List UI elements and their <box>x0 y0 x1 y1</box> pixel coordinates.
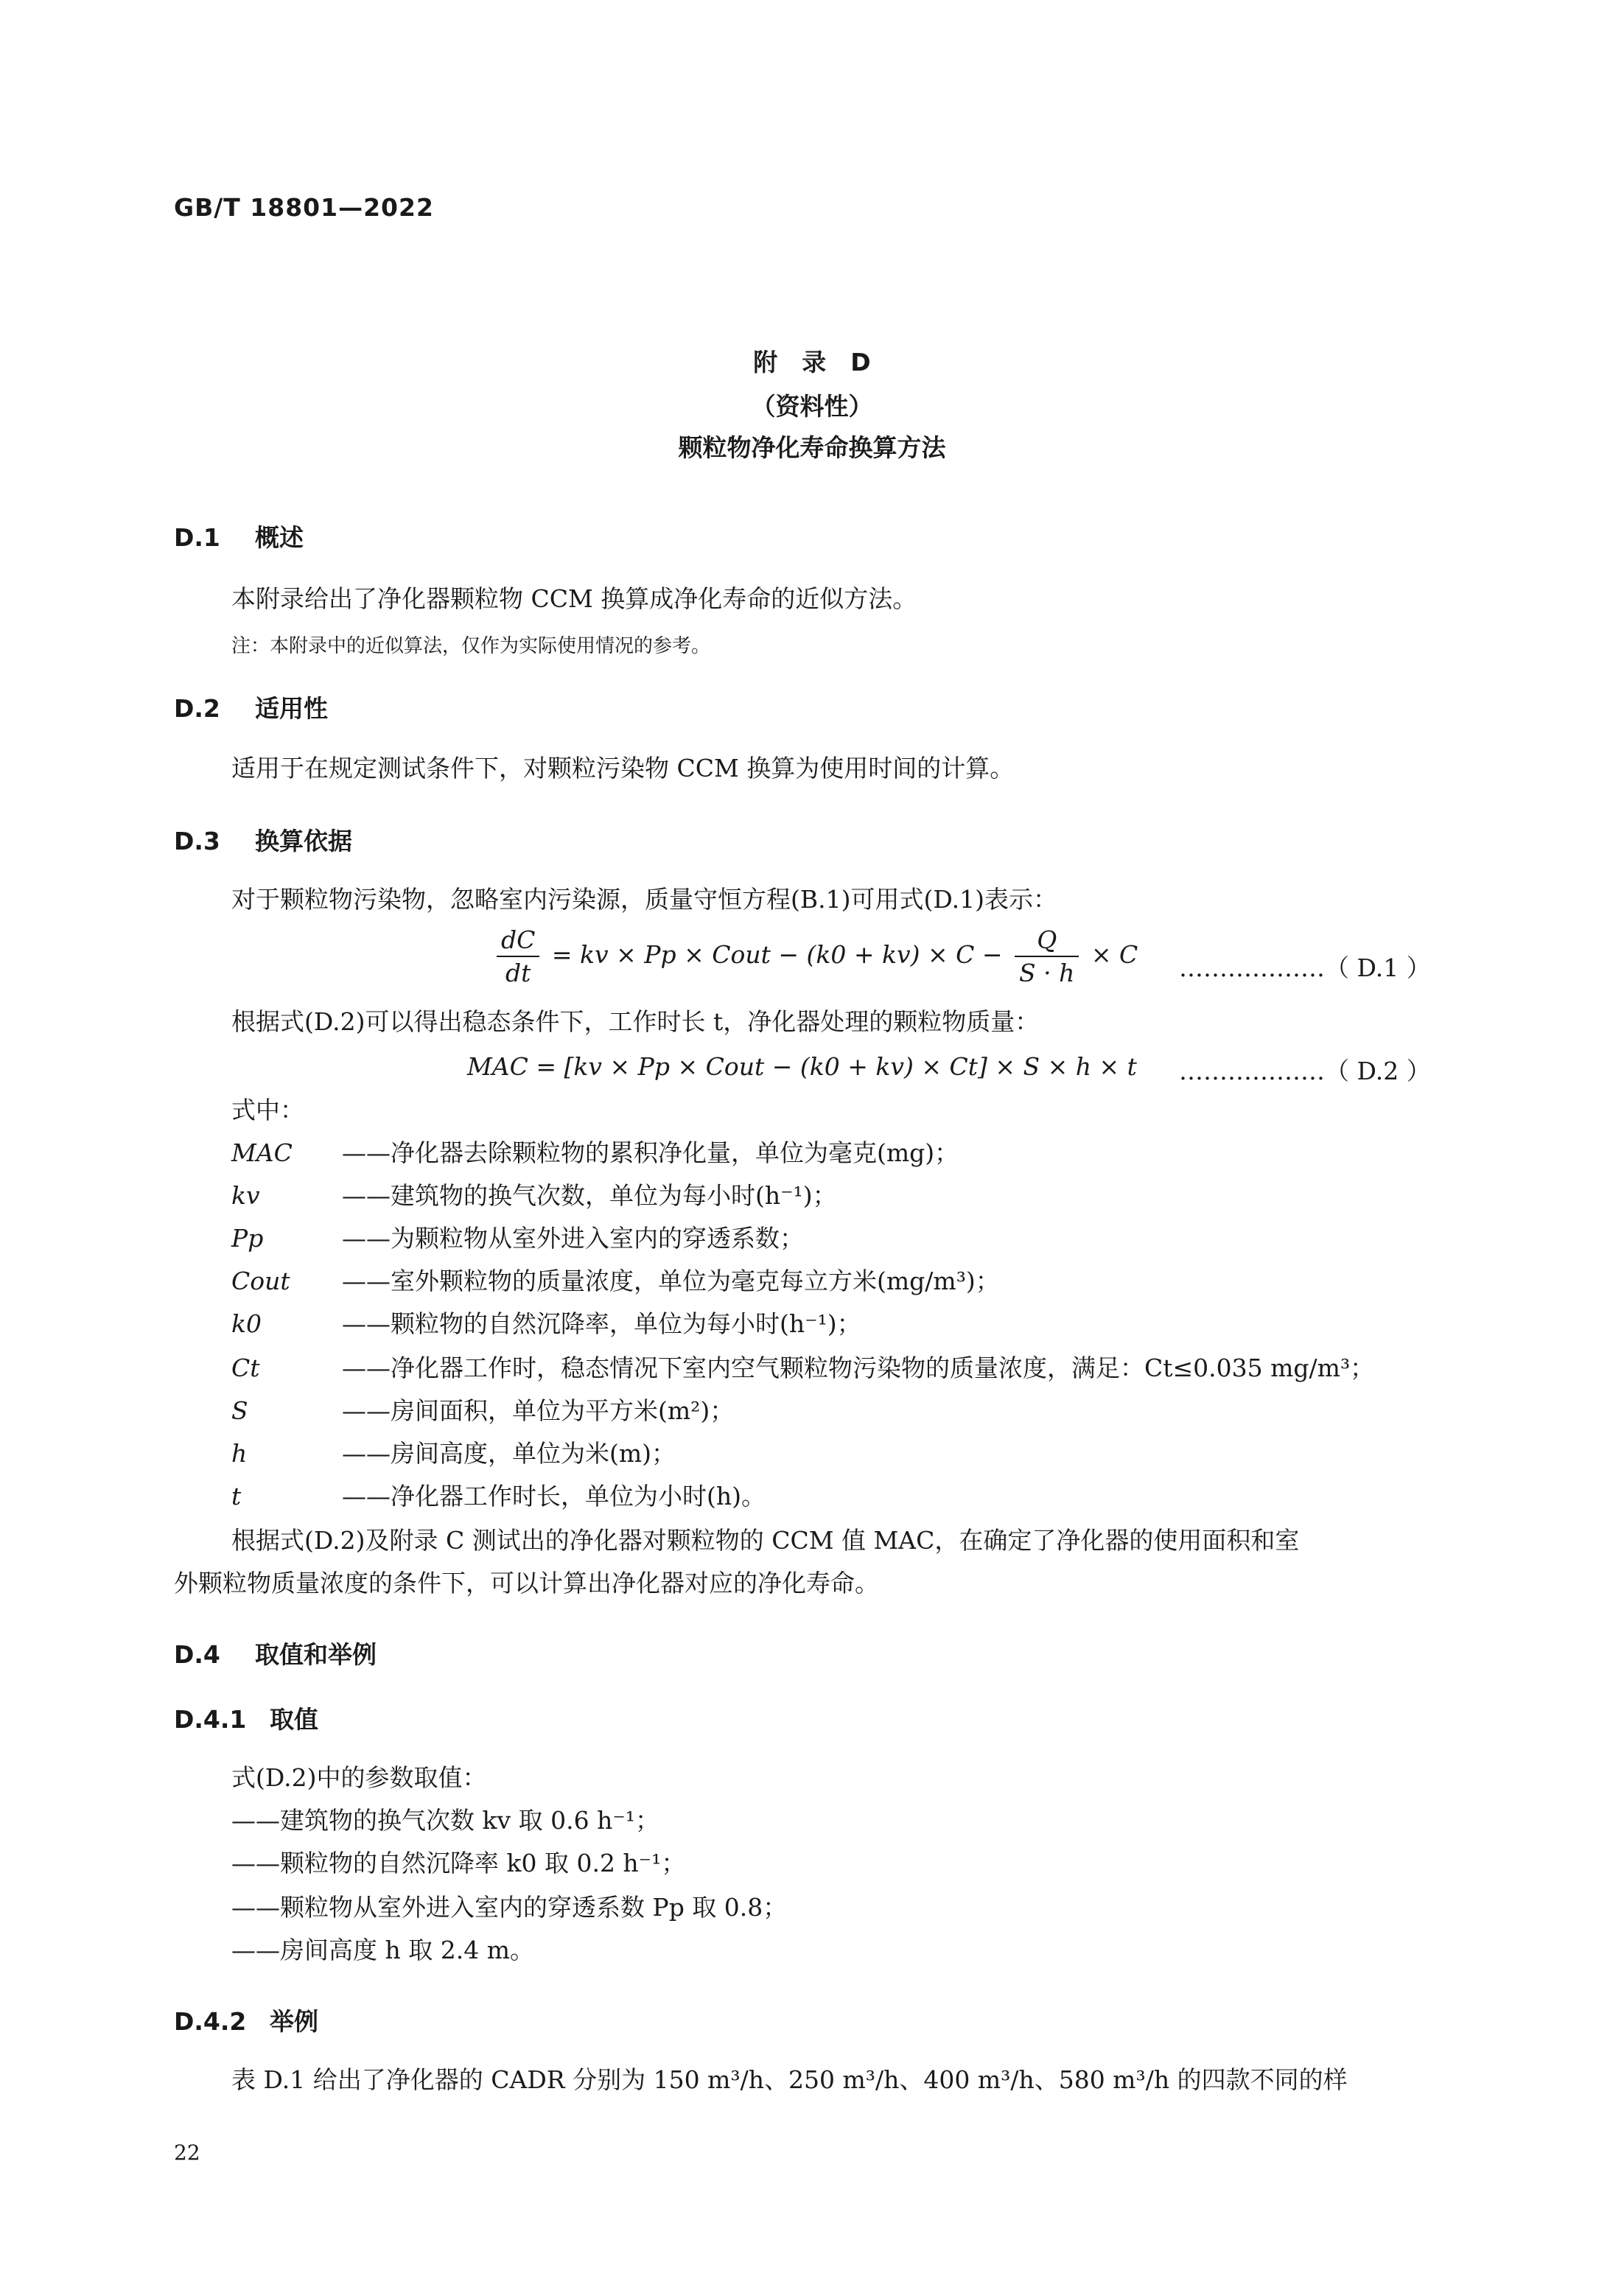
section-heading-d41 <box>174 1701 318 1735</box>
paragraph: 本附录给出了净化器颗粒物 CCM 换算成净化寿命的近似方法。 <box>231 584 917 613</box>
variable-description: ——室外颗粒物的质量浓度，单位为毫克每立方米(mg/m³)； <box>342 1267 1000 1295</box>
variable-description: ——房间高度，单位为米(m)； <box>342 1439 676 1468</box>
variable-description: ——颗粒物的自然沉降率，单位为每小时(h⁻¹)； <box>342 1309 861 1338</box>
paragraph: 适用于在规定测试条件下，对颗粒污染物 CCM 换算为使用时间的计算。 <box>231 754 1015 783</box>
section-number: D.2 <box>174 694 220 723</box>
section-number: D.4.2 <box>174 2007 247 2036</box>
section-title: 换算依据 <box>255 827 352 855</box>
fraction-rhs <box>1015 925 1079 987</box>
list-item: ——建筑物的换气次数 kv 取 0.6 h⁻¹； <box>231 1806 659 1835</box>
variable-row <box>231 1441 676 1466</box>
numerator: dC <box>497 925 539 957</box>
paragraph: 式(D.2)中的参数取值： <box>231 1763 487 1792</box>
appendix-name: 颗粒物净化寿命换算方法 <box>678 433 946 462</box>
variable-symbol: kv <box>231 1181 260 1210</box>
variable-symbol: h <box>231 1439 248 1468</box>
variable-symbol: Cout <box>231 1267 290 1295</box>
variable-description: ——净化器工作时长，单位为小时(h)。 <box>342 1482 766 1510</box>
variable-symbol: k0 <box>231 1309 262 1338</box>
variable-row <box>231 1269 1000 1293</box>
list-item: ——颗粒物的自然沉降率 k0 取 0.2 h⁻¹； <box>231 1849 686 1877</box>
note: 注：本附录中的近似算法，仅作为实际使用情况的参考。 <box>231 635 711 657</box>
equation-d1 <box>492 925 1138 987</box>
section-title: 取值 <box>270 1705 318 1734</box>
appendix-nature: （资料性） <box>751 392 873 421</box>
equation-middle: = kv × Pp × Cout − (k0 + kv) × C − <box>551 940 1003 969</box>
section-number: D.1 <box>174 523 220 552</box>
variable-row <box>231 1484 766 1508</box>
paragraph-continued: 外颗粒物质量浓度的条件下，可以计算出净化器对应的净化寿命。 <box>174 1569 879 1597</box>
variable-description: ——房间面积，单位为平方米(m²)； <box>342 1396 735 1425</box>
list-item: ——房间高度 h 取 2.4 m。 <box>231 1936 534 1964</box>
section-number: D.4 <box>174 1640 220 1669</box>
equation-reference: ………………（ D.2 ） <box>1179 1057 1431 1085</box>
appendix-title: 附 录 D <box>753 348 871 377</box>
page-number: 22 <box>174 2140 200 2165</box>
where-label: 式中： <box>231 1096 304 1124</box>
paragraph: 根据式(D.2)可以得出稳态条件下，工作时长 t，净化器处理的颗粒物质量： <box>231 1007 1040 1036</box>
variable-description: ——建筑物的换气次数，单位为每小时(h⁻¹)； <box>342 1181 837 1210</box>
variable-symbol: Pp <box>231 1224 264 1253</box>
section-number: D.4.1 <box>174 1705 247 1734</box>
variable-symbol: Ct <box>231 1354 260 1382</box>
section-title: 取值和举例 <box>255 1640 377 1669</box>
variable-row <box>231 1398 734 1423</box>
variable-symbol: t <box>231 1482 242 1510</box>
variable-row <box>231 1138 959 1167</box>
list-item: ——颗粒物从室外进入室内的穿透系数 Pp 取 0.8； <box>231 1893 788 1922</box>
paragraph: 根据式(D.2)及附录 C 测试出的净化器对颗粒物的 CCM 值 MAC，在确定了净化器的使用面积和室 <box>231 1526 1300 1555</box>
variable-row <box>231 1224 804 1253</box>
section-number: D.3 <box>174 827 220 855</box>
variable-symbol: S <box>231 1396 248 1425</box>
section-heading-d42 <box>174 2003 318 2037</box>
variable-description: ——为颗粒物从室外进入室内的穿透系数； <box>342 1224 804 1253</box>
fraction-lhs <box>497 925 539 987</box>
section-heading-d4 <box>174 1636 377 1670</box>
section-heading-d2 <box>174 690 328 724</box>
variable-row <box>231 1183 837 1208</box>
section-title: 适用性 <box>255 694 328 723</box>
equation-reference: ………………（ D.1 ） <box>1179 953 1431 982</box>
denominator: dt <box>505 959 531 987</box>
variable-description: ——净化器工作时，稳态情况下室内空气颗粒物污染物的质量浓度，满足：Ct≤0.035 mg/m³； <box>342 1354 1375 1382</box>
equation-tail: × C <box>1091 940 1138 969</box>
variable-row <box>231 1356 1374 1380</box>
standard-number: GB/T 18801—2022 <box>174 193 434 222</box>
denominator: S · h <box>1019 959 1075 987</box>
section-title: 概述 <box>255 523 304 552</box>
section-title: 举例 <box>270 2007 318 2036</box>
paragraph: 对于颗粒物污染物，忽略室内污染源，质量守恒方程(B.1)可用式(D.1)表示： <box>231 885 1058 914</box>
section-heading-d1 <box>174 519 304 553</box>
paragraph: 表 D.1 给出了净化器的 CADR 分别为 150 m³/h、250 m³/h、400 m³/h、580 m³/h 的四款不同的样 <box>231 2065 1348 2094</box>
variable-description: ——净化器去除颗粒物的累积净化量，单位为毫克(mg)； <box>342 1138 959 1167</box>
section-heading-d3 <box>174 822 352 857</box>
variable-row <box>231 1309 861 1338</box>
variable-symbol: MAC <box>231 1138 293 1167</box>
equation-d2: MAC = [kv × Pp × Cout − (k0 + kv) × Ct] × S × h × t <box>467 1052 1137 1081</box>
numerator: Q <box>1015 925 1079 957</box>
